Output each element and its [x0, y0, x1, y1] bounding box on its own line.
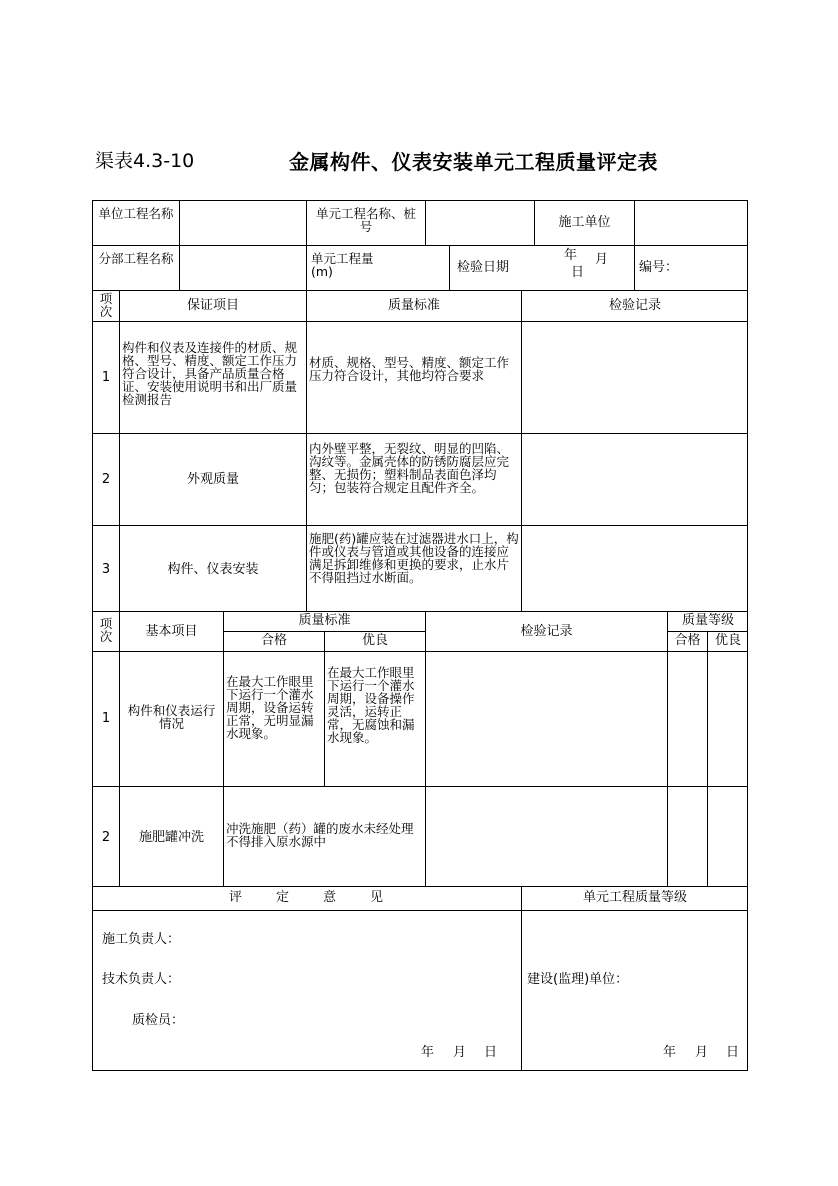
right-sign-day: 日: [726, 1045, 740, 1060]
guarantee-item-header: 保证项目: [186, 298, 239, 313]
guarantee-row-1-record-cell[interactable]: [522, 322, 747, 433]
basic-item-header: 基本项目: [145, 624, 198, 639]
guarantee-row-2-standard: 内外壁平整，无裂纹、明显的凹陷、沟纹等。金属壳体的防锈防腐层应完整、无损伤；塑料制品表面色泽均匀；包装符合规定且配件齐全。: [309, 442, 510, 495]
left-sign-month: 月: [453, 1045, 467, 1060]
grade-header: 单元工程质量等级: [582, 890, 687, 905]
basic-grade-excellent-header: 优良: [714, 633, 741, 648]
basic-record-header: 检验记录: [520, 624, 573, 639]
construction-unit-value-cell[interactable]: [635, 201, 747, 245]
supervision-unit-label: 建设(监理)单位：: [527, 972, 629, 987]
basic-grade-header: 质量等级: [681, 613, 734, 628]
basic-row-1-grade-pass-cell[interactable]: [668, 652, 707, 786]
number-label: 编号：: [639, 260, 679, 275]
unit-element-value-cell[interactable]: [426, 201, 534, 245]
unit-project-label: 单位工程名称: [98, 207, 174, 221]
division-project-value-cell[interactable]: [180, 246, 306, 290]
evaluation-form-table: [92, 200, 748, 1071]
page-title: 金属构件、仪表安装单元工程质量评定表: [289, 150, 658, 174]
guarantee-row-2-index: 2: [101, 472, 111, 487]
basic-row-2-item: 施肥罐冲洗: [138, 830, 204, 845]
quantity-label: 单元工程量(m): [311, 252, 374, 279]
guarantee-row-1-item: 构件和仪表及连接件的材质、规格、型号、精度、额定工作压力符合设计，具备产品质量合格证、安装使用说明书和出厂质量检测报告: [122, 341, 298, 407]
basic-index-header: 项次: [99, 617, 113, 644]
guarantee-row-2-record-cell[interactable]: [522, 434, 747, 525]
inspection-date-label: 检验日期: [457, 260, 510, 275]
guarantee-row-1-index: 1: [101, 370, 111, 385]
guarantee-record-header: 检验记录: [608, 298, 661, 313]
date-year: 年: [564, 248, 578, 263]
basic-row-1-pass: 在最大工作眼里下运行一个灌水周期，设备运转正常，无明显漏水现象。: [226, 675, 314, 741]
title-row: [95, 146, 755, 174]
right-sign-month: 月: [695, 1045, 709, 1060]
basic-row-1-record-cell[interactable]: [426, 652, 667, 786]
guarantee-index-header: 项次: [99, 292, 113, 319]
construction-lead-label: 施工负责人：: [102, 932, 181, 947]
unit-project-value-cell[interactable]: [180, 201, 306, 245]
basic-row-2-record-cell[interactable]: [426, 787, 667, 886]
date-day: 日: [571, 265, 585, 280]
basic-row-1-item: 构件和仪表运行情况: [127, 704, 216, 731]
basic-row-1-grade-excellent-cell[interactable]: [708, 652, 747, 786]
basic-row-2-grade-excellent-cell[interactable]: [708, 787, 747, 886]
date-month: 月: [595, 252, 609, 267]
guarantee-row-3-record-cell[interactable]: [522, 526, 747, 611]
basic-row-2-grade-pass-cell[interactable]: [668, 787, 707, 886]
guarantee-row-1-standard: 材质、规格、型号、精度、额定工作压力符合设计，其他均符合要求: [309, 356, 510, 383]
technical-lead-label: 技术负责人：: [102, 972, 181, 987]
guarantee-row-3-item: 构件、仪表安装: [167, 562, 259, 577]
basic-row-1-excellent: 在最大工作眼里下运行一个灌水周期，设备操作灵活，运转正常，无腐蚀和漏水现象。: [327, 666, 415, 745]
basic-standard-header: 质量标准: [298, 613, 351, 628]
basic-row-1-index: 1: [101, 711, 111, 726]
left-sign-day: 日: [484, 1045, 498, 1060]
basic-row-2-index: 2: [101, 830, 111, 845]
guarantee-standard-header: 质量标准: [387, 298, 440, 313]
division-project-label: 分部工程名称: [98, 252, 174, 266]
left-sign-year: 年: [421, 1045, 435, 1060]
construction-unit-label: 施工单位: [558, 215, 611, 230]
opinion-header: 评定意见: [229, 890, 418, 905]
form-code: 渠表4.3-10: [95, 150, 195, 172]
quantity-value-cell[interactable]: [388, 246, 449, 290]
right-sign-year: 年: [663, 1045, 677, 1060]
basic-grade-pass-header: 合格: [674, 633, 701, 648]
unit-element-label: 单元工程名称、桩号: [315, 207, 416, 234]
guarantee-row-3-standard: 施肥(药)罐应装在过滤器进水口上，构件或仪表与管道或其他设备的连接应满足拆卸维修和更换的要求，止水片不得阻挡过水断面。: [309, 532, 519, 585]
basic-pass-header: 合格: [260, 633, 287, 648]
basic-row-2-standard: 冲洗施肥（药）罐的废水未经处理不得排入原水源中: [226, 822, 414, 849]
guarantee-row-2-item: 外观质量: [186, 472, 239, 487]
inspector-label: 质检员：: [132, 1013, 185, 1028]
guarantee-row-3-index: 3: [101, 562, 111, 577]
basic-excellent-header: 优良: [361, 633, 388, 648]
